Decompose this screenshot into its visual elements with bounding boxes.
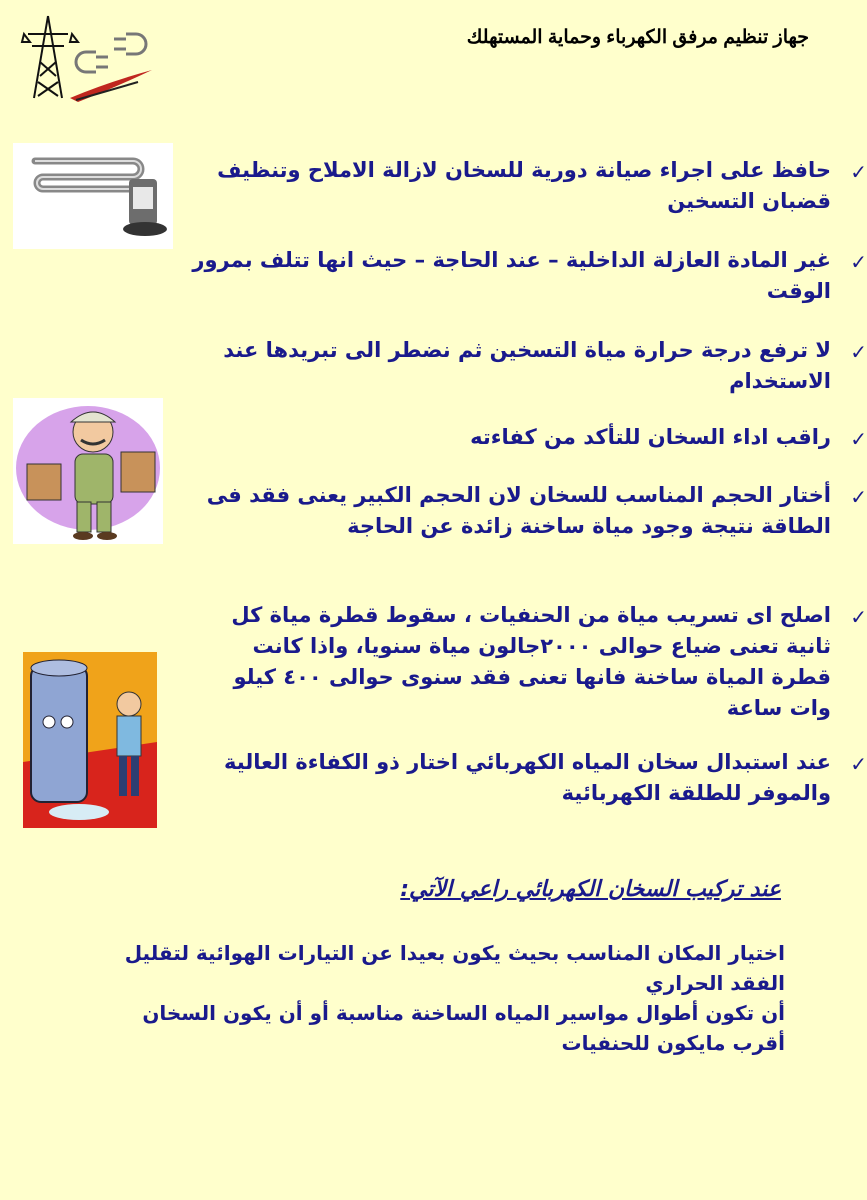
- list-item: [191, 155, 867, 217]
- heating-element-image: [13, 143, 173, 249]
- page-title: جهاز تنظيم مرفق الكهرباء وحماية المستهلك: [466, 27, 809, 48]
- tip-text: راقب اداء السخان للتأكد من كفاءته: [470, 425, 831, 449]
- repairman-image: [13, 398, 163, 544]
- tip-text: لا ترفع درجة حرارة مياة التسخين ثم نضطر الى تبريدها عند الاستخدام: [223, 338, 831, 393]
- installation-paragraph: أن تكون أطوال مواسير المياه الساخنة مناسبة أو أن يكون السخان أقرب مايكون للحنفيات: [142, 1001, 785, 1055]
- power-utility-logo: [18, 12, 158, 104]
- list-item: [191, 422, 867, 453]
- check-icon: ✓: [850, 427, 867, 451]
- tip-text: غير المادة العازلة الداخلية – عند الحاجة – حيث انها تتلف بمرور الوقت: [192, 248, 831, 303]
- list-item: [191, 747, 867, 809]
- tip-text: أختار الحجم المناسب للسخان لان الحجم الكبير يعنى فقد فى الطاقة نتيجة وجود مياة ساخنة زائدة عن الحاجة: [206, 483, 831, 538]
- check-icon: ✓: [850, 160, 867, 184]
- check-icon: ✓: [850, 605, 867, 629]
- installation-heading: عند تركيب السخان الكهربائي راعي الآتي:: [400, 877, 781, 902]
- check-icon: ✓: [850, 752, 867, 776]
- list-item: [191, 335, 867, 397]
- leaking-water-heater-image: [23, 652, 157, 828]
- installation-paragraph: اختيار المكان المناسب بحيث يكون بعيدا عن التيارات الهوائية لتقليل الفقد الحراري: [124, 941, 785, 995]
- tip-text: عند استبدال سخان المياه الكهربائي اختار ذو الكفاءة العالية والموفر للطلقة الكهربائية: [224, 750, 831, 805]
- check-icon: ✓: [850, 250, 867, 274]
- tip-text: اصلح اى تسريب مياة من الحنفيات ، سقوط قطرة مياة كل ثانية تعنى ضياع حوالى ٢٠٠٠جالون مياة سنويا، واذا كانت قطرة المياة ساخنة فانها تعنى فقد سنوى حوالى ٤٠٠ كيلو وات ساعة: [231, 603, 831, 720]
- check-icon: ✓: [850, 485, 867, 509]
- list-item: [191, 480, 867, 542]
- list-item: [191, 245, 867, 307]
- check-icon: ✓: [850, 340, 867, 364]
- tip-text: حافظ على اجراء صيانة دورية للسخان لازالة الاملاح وتنظيف قضبان التسخين: [217, 158, 831, 213]
- list-item: [191, 600, 867, 724]
